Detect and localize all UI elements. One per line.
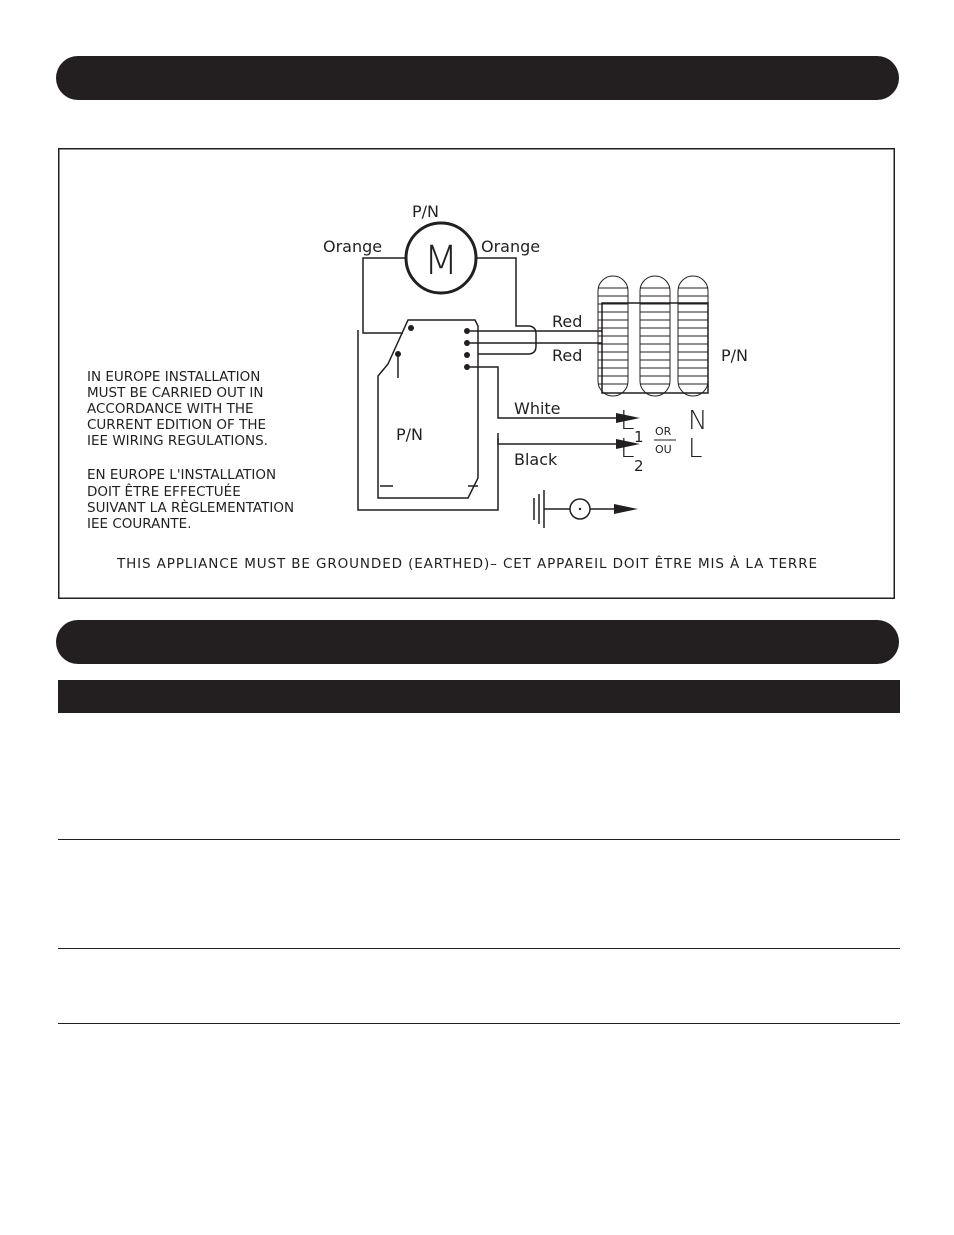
table-row-divider-3: [58, 1023, 900, 1024]
wire-orange-right: [476, 258, 536, 354]
switch-terminal-2: [395, 351, 401, 357]
wire-label-black: Black: [514, 450, 558, 469]
heating-element: [598, 276, 708, 396]
switch-terminal-3: [464, 328, 470, 334]
wire-black: [498, 433, 616, 444]
svg-text:IEE COURANTE.: IEE COURANTE.: [87, 516, 192, 532]
table-row-divider-1: [58, 839, 900, 840]
wire-orange-left: [363, 258, 406, 333]
svg-text:SUIVANT LA RÈGLEMENTATION: SUIVANT LA RÈGLEMENTATION: [87, 500, 295, 516]
terminal-l2-subscript: 2: [634, 457, 644, 475]
switch-body: [378, 320, 478, 498]
wire-label-orange-right: Orange: [481, 237, 541, 256]
svg-text:EN EUROPE L'INSTALLATION: EN EUROPE L'INSTALLATION: [87, 467, 277, 483]
wire-label-white: White: [514, 399, 561, 418]
note-french: [87, 467, 294, 532]
note-english: [87, 369, 268, 449]
section-header-bar-middle: [56, 620, 899, 664]
table-header-bar: [58, 680, 900, 713]
wire-label-red-2: Red: [552, 346, 583, 365]
terminal-l2: L: [620, 434, 635, 464]
terminal-or: OR: [655, 425, 672, 438]
terminal-l-alt: L: [688, 434, 703, 464]
switch-terminal-5: [464, 352, 470, 358]
motor-part-number: P/N: [412, 202, 440, 221]
terminal-l1: L: [620, 406, 635, 436]
svg-text:CURRENT EDITION OF THE: CURRENT EDITION OF THE: [87, 417, 266, 433]
terminal-l1-subscript: 1: [634, 428, 644, 446]
ground-notice: THIS APPLIANCE MUST BE GROUNDED (EARTHED)– CET APPAREIL DOIT ÊTRE MIS À LA TERRE: [117, 556, 817, 572]
switch-part-number: P/N: [396, 425, 424, 444]
ground-arrow: [614, 504, 638, 514]
switch-terminal-1: [408, 325, 414, 331]
svg-text:MUST BE CARRIED OUT IN: MUST BE CARRIED OUT IN: [87, 385, 264, 401]
element-part-number: P/N: [721, 346, 749, 365]
section-header-bar-top: [56, 56, 899, 100]
table-row-divider-2: [58, 948, 900, 949]
switch-terminal-4: [464, 340, 470, 346]
wiring-diagram-svg: [58, 148, 895, 599]
wire-label-orange-left: Orange: [323, 237, 383, 256]
terminal-ou: OU: [655, 443, 672, 456]
svg-text:IEE WIRING REGULATIONS.: IEE WIRING REGULATIONS.: [87, 433, 268, 449]
terminal-n: N: [688, 406, 708, 436]
motor-symbol: M: [423, 238, 459, 284]
switch-terminal-6: [464, 364, 470, 370]
wire-label-red-1: Red: [552, 312, 583, 331]
svg-text:DOIT ÊTRE EFFECTUÉE: DOIT ÊTRE EFFECTUÉE: [87, 484, 241, 500]
switch-frame: [358, 330, 498, 510]
ground-icon: [534, 490, 614, 528]
svg-text:IN EUROPE INSTALLATION: IN EUROPE INSTALLATION: [87, 369, 261, 385]
wiring-diagram: [58, 148, 895, 599]
svg-text:ACCORDANCE WITH THE: ACCORDANCE WITH THE: [87, 401, 254, 417]
ground-center-dot: [579, 508, 581, 510]
